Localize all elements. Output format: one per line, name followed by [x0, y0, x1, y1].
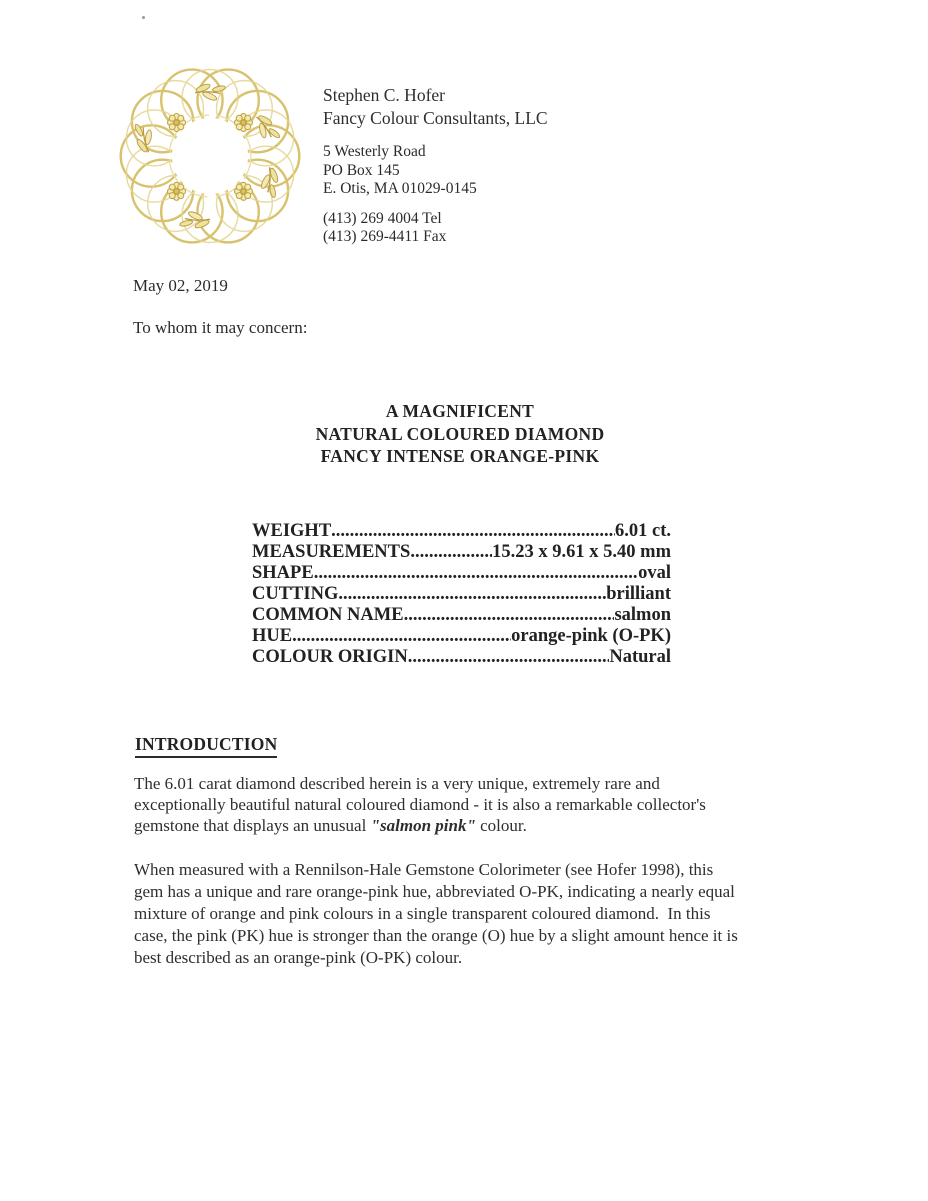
spec-row [252, 521, 671, 542]
spec-row [252, 584, 671, 605]
spec-value: 15.23 x 9.61 x 5.40 mm [492, 542, 671, 562]
paragraph-line [134, 773, 706, 794]
spec-leader [292, 626, 511, 647]
spec-row [252, 563, 671, 584]
spec-leader [410, 542, 492, 563]
spec-label: CUTTING [252, 584, 339, 604]
spec-list [252, 521, 671, 668]
spec-leader [331, 521, 615, 542]
spec-leader [404, 605, 615, 626]
text-segment: gemstone that displays an unusual [134, 816, 371, 835]
letterhead [323, 84, 548, 247]
text-segment: gem has a unique and rare orange-pink hue, abbreviated O-PK, indicating a nearly equal [134, 882, 735, 901]
paragraph-line [134, 903, 738, 925]
paragraph-line [134, 815, 706, 836]
spec-label: HUE [252, 626, 293, 646]
letterhead-company: Fancy Colour Consultants, LLC [323, 108, 548, 128]
phone-block [323, 210, 548, 247]
spec-leader [408, 647, 610, 668]
paragraph-line [134, 881, 738, 903]
spec-label: COMMON NAME [252, 605, 404, 625]
text-segment: mixture of orange and pink colours in a single transparent coloured diamond. In this [134, 904, 711, 923]
spec-value: orange-pink (O-PK) [511, 626, 671, 646]
text-segment: The 6.01 carat diamond described herein is a very unique, extremely rare and [134, 774, 660, 793]
spec-label: SHAPE [252, 563, 314, 583]
text-segment: colour. [475, 816, 527, 835]
salutation: To whom it may concern: [133, 318, 308, 337]
text-segment: case, the pink (PK) hue is stronger than the orange (O) hue by a slight amount hence it is [134, 926, 738, 945]
text-segment: "salmon pink" [370, 816, 476, 835]
paragraph-line [134, 859, 738, 881]
letter-date: May 02, 2019 [133, 276, 228, 295]
paragraph-line [134, 947, 738, 969]
spec-row [252, 542, 671, 563]
spec-row [252, 605, 671, 626]
phone-line: (413) 269-4411 Fax [323, 228, 447, 245]
phone-line: (413) 269 4004 Tel [323, 209, 442, 227]
text-segment: When measured with a Rennilson-Hale Gemstone Colorimeter (see Hofer 1998), this [134, 860, 714, 879]
scan-speck [142, 16, 145, 19]
address-line: PO Box 145 [323, 161, 400, 179]
spec-label: WEIGHT [252, 521, 332, 541]
section-heading-introduction: INTRODUCTION [135, 734, 277, 758]
address-line: E. Otis, MA 01029-0145 [323, 180, 477, 197]
spec-leader [314, 563, 638, 584]
document-title-line: A MAGNIFICENT [385, 401, 535, 421]
document-title-line: NATURAL COLOURED DIAMOND [315, 423, 605, 444]
spec-label: COLOUR ORIGIN [252, 647, 408, 667]
gold-floral-wreath-logo-icon [117, 63, 303, 249]
text-segment: best described as an orange-pink (O-PK) colour. [134, 948, 463, 967]
address-block [323, 143, 548, 199]
document-title-line: FANCY INTENSE ORANGE-PINK [320, 446, 600, 466]
spec-value: oval [638, 563, 671, 583]
spec-row [252, 647, 671, 668]
text-segment: exceptionally beautiful natural coloured diamond - it is also a remarkable collector's [134, 795, 706, 814]
spec-row [252, 626, 671, 647]
spec-value: brilliant [606, 584, 671, 604]
paragraph-line [134, 925, 738, 947]
paragraph [134, 859, 738, 969]
paragraph [134, 773, 706, 836]
address-line: 5 Westerly Road [323, 143, 426, 160]
spec-value: 6.01 ct. [615, 521, 671, 541]
spec-label: MEASUREMENTS [252, 542, 411, 562]
letterhead-name: Stephen C. Hofer [323, 85, 445, 105]
spec-leader [338, 584, 606, 605]
paragraph-line [134, 794, 706, 815]
document-title [0, 400, 924, 468]
wreath-logo-svg [117, 63, 303, 249]
spec-value: salmon [614, 605, 671, 625]
spec-value: Natural [609, 647, 671, 667]
